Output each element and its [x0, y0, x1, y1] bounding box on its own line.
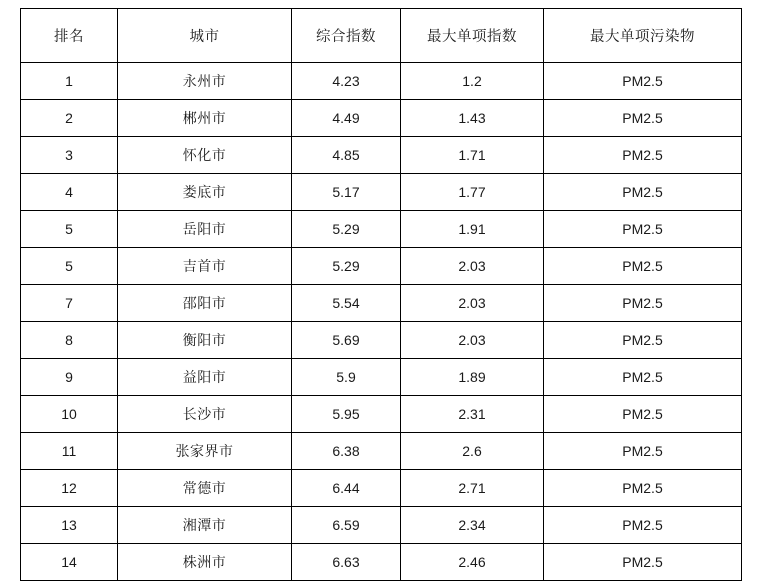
cell-rank: 2	[21, 100, 118, 137]
cell-max-single-index: 2.34	[401, 507, 544, 544]
cell-composite-index: 5.54	[292, 285, 401, 322]
table-row	[21, 359, 742, 396]
cell-max-single-pollutant: PM2.5	[544, 507, 742, 544]
table-row	[21, 63, 742, 100]
table-row	[21, 396, 742, 433]
cell-rank: 10	[21, 396, 118, 433]
column-header-max-single-index: 最大单项指数	[401, 9, 544, 63]
table-row	[21, 322, 742, 359]
cell-max-single-pollutant: PM2.5	[544, 100, 742, 137]
cell-city: 邵阳市	[118, 285, 292, 322]
cell-max-single-pollutant: PM2.5	[544, 211, 742, 248]
cell-rank: 12	[21, 470, 118, 507]
column-header-rank: 排名	[21, 9, 118, 63]
cell-city: 张家界市	[118, 433, 292, 470]
table-row	[21, 470, 742, 507]
cell-rank: 13	[21, 507, 118, 544]
cell-composite-index: 5.95	[292, 396, 401, 433]
cell-city: 衡阳市	[118, 322, 292, 359]
cell-max-single-pollutant: PM2.5	[544, 322, 742, 359]
air-quality-ranking-table	[20, 8, 742, 581]
cell-rank: 9	[21, 359, 118, 396]
cell-city: 岳阳市	[118, 211, 292, 248]
cell-composite-index: 6.44	[292, 470, 401, 507]
cell-city: 郴州市	[118, 100, 292, 137]
cell-composite-index: 4.49	[292, 100, 401, 137]
cell-city: 株洲市	[118, 544, 292, 581]
table-row	[21, 285, 742, 322]
cell-city: 常德市	[118, 470, 292, 507]
cell-composite-index: 5.29	[292, 211, 401, 248]
table-row	[21, 544, 742, 581]
table-body	[21, 63, 742, 581]
cell-max-single-index: 2.71	[401, 470, 544, 507]
cell-max-single-pollutant: PM2.5	[544, 359, 742, 396]
cell-city: 吉首市	[118, 248, 292, 285]
cell-max-single-index: 1.77	[401, 174, 544, 211]
table-row	[21, 433, 742, 470]
cell-rank: 4	[21, 174, 118, 211]
table-header	[21, 9, 742, 63]
cell-city: 益阳市	[118, 359, 292, 396]
cell-max-single-index: 2.03	[401, 248, 544, 285]
table-row	[21, 248, 742, 285]
cell-max-single-pollutant: PM2.5	[544, 285, 742, 322]
cell-composite-index: 6.63	[292, 544, 401, 581]
cell-max-single-pollutant: PM2.5	[544, 433, 742, 470]
table-header-row	[21, 9, 742, 63]
table-row	[21, 100, 742, 137]
table-row	[21, 211, 742, 248]
cell-composite-index: 5.29	[292, 248, 401, 285]
cell-max-single-pollutant: PM2.5	[544, 248, 742, 285]
cell-max-single-index: 2.6	[401, 433, 544, 470]
cell-max-single-index: 2.03	[401, 322, 544, 359]
cell-city: 怀化市	[118, 137, 292, 174]
cell-rank: 1	[21, 63, 118, 100]
cell-max-single-pollutant: PM2.5	[544, 470, 742, 507]
cell-max-single-index: 1.43	[401, 100, 544, 137]
cell-rank: 8	[21, 322, 118, 359]
cell-composite-index: 4.85	[292, 137, 401, 174]
table-row	[21, 507, 742, 544]
cell-max-single-index: 2.03	[401, 285, 544, 322]
cell-max-single-index: 1.89	[401, 359, 544, 396]
cell-composite-index: 6.38	[292, 433, 401, 470]
cell-composite-index: 5.9	[292, 359, 401, 396]
column-header-composite-index: 综合指数	[292, 9, 401, 63]
cell-city: 永州市	[118, 63, 292, 100]
cell-max-single-pollutant: PM2.5	[544, 63, 742, 100]
cell-max-single-pollutant: PM2.5	[544, 396, 742, 433]
cell-max-single-pollutant: PM2.5	[544, 137, 742, 174]
cell-max-single-index: 2.31	[401, 396, 544, 433]
cell-city: 长沙市	[118, 396, 292, 433]
cell-max-single-index: 1.2	[401, 63, 544, 100]
cell-composite-index: 4.23	[292, 63, 401, 100]
cell-max-single-index: 1.91	[401, 211, 544, 248]
column-header-max-single-pollutant: 最大单项污染物	[544, 9, 742, 63]
cell-max-single-pollutant: PM2.5	[544, 544, 742, 581]
cell-city: 娄底市	[118, 174, 292, 211]
cell-rank: 11	[21, 433, 118, 470]
cell-rank: 5	[21, 211, 118, 248]
cell-rank: 14	[21, 544, 118, 581]
cell-max-single-pollutant: PM2.5	[544, 174, 742, 211]
table-row	[21, 137, 742, 174]
cell-composite-index: 5.17	[292, 174, 401, 211]
cell-rank: 3	[21, 137, 118, 174]
cell-city: 湘潭市	[118, 507, 292, 544]
cell-composite-index: 6.59	[292, 507, 401, 544]
column-header-city: 城市	[118, 9, 292, 63]
table-row	[21, 174, 742, 211]
cell-rank: 7	[21, 285, 118, 322]
cell-rank: 5	[21, 248, 118, 285]
air-quality-table-container	[20, 8, 741, 581]
cell-max-single-index: 1.71	[401, 137, 544, 174]
cell-composite-index: 5.69	[292, 322, 401, 359]
cell-max-single-index: 2.46	[401, 544, 544, 581]
